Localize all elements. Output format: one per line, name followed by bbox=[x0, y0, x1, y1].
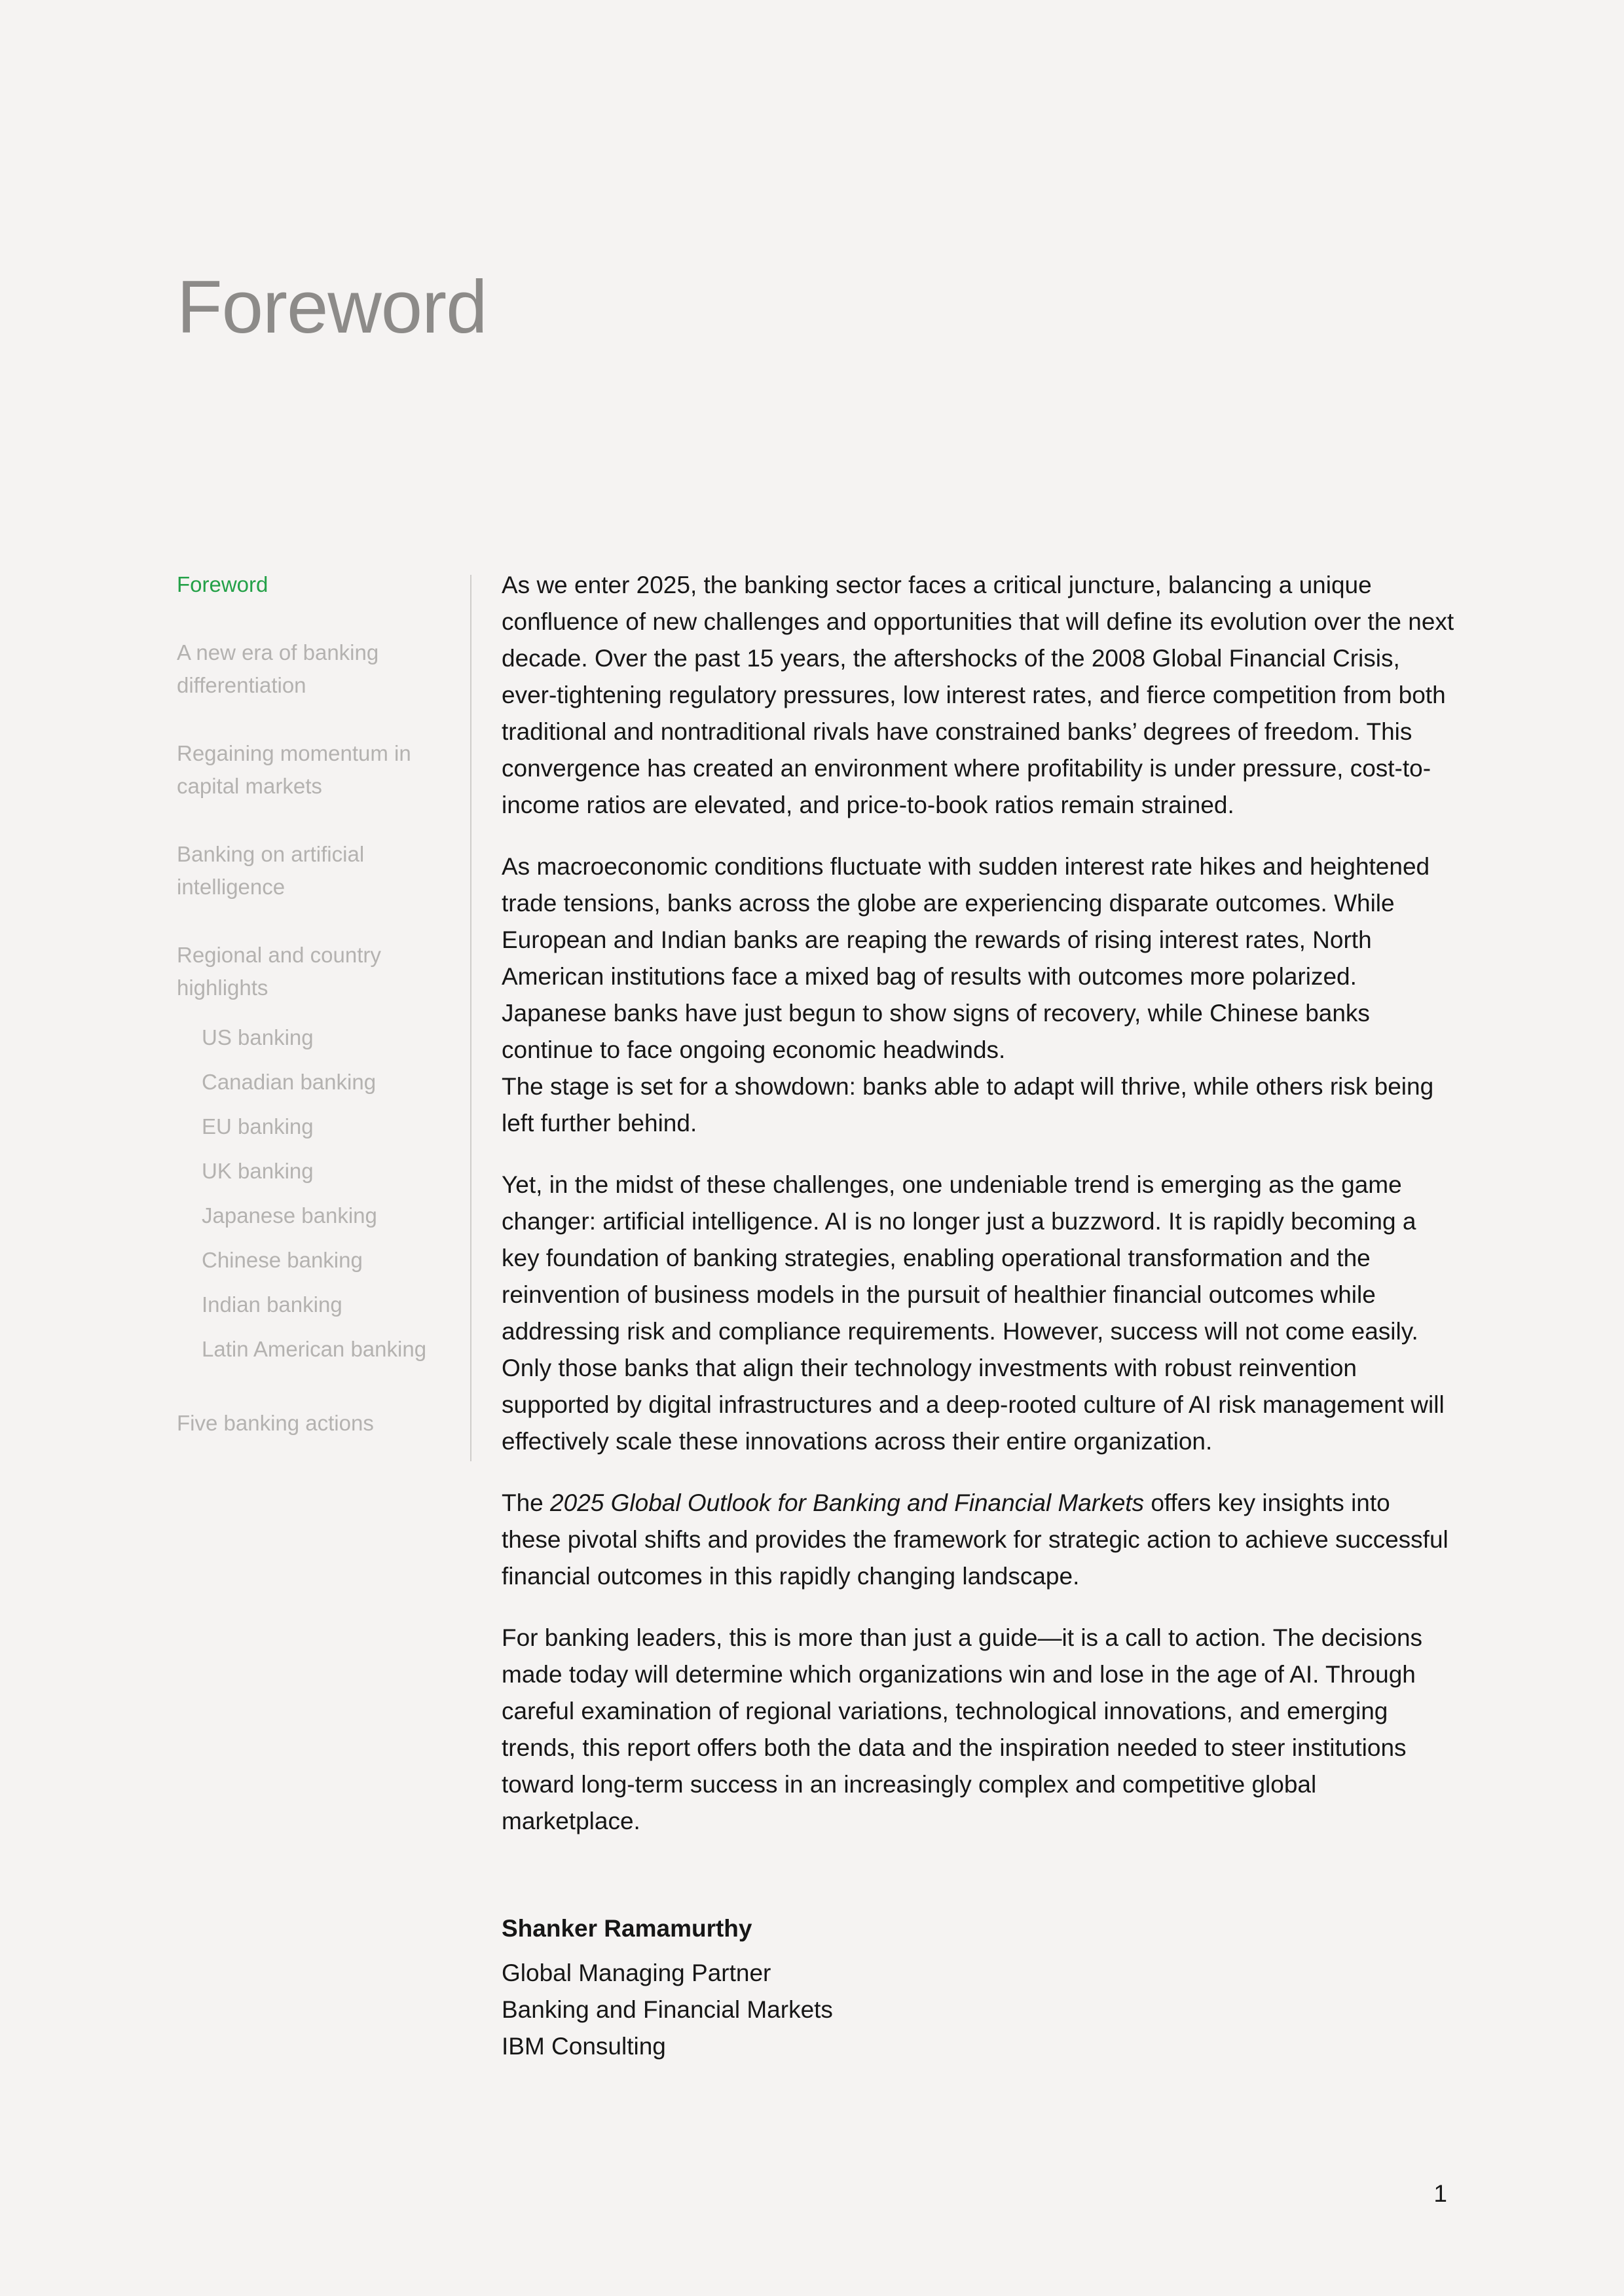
toc-item-foreword[interactable]: Foreword bbox=[177, 572, 268, 596]
table-of-contents bbox=[177, 568, 452, 1475]
toc-subitem-us-banking[interactable]: US banking bbox=[202, 1025, 314, 1049]
report-title: 2025 Global Outlook for Banking and Financial Markets bbox=[550, 1489, 1145, 1516]
toc-item-banking-actions[interactable]: Five banking actions bbox=[177, 1411, 374, 1435]
toc-subitem-indian-banking[interactable]: Indian banking bbox=[202, 1292, 342, 1317]
toc-item-regional-highlights[interactable]: Regional and country highlights bbox=[177, 943, 381, 1000]
foreword-body bbox=[502, 567, 1454, 2065]
toc-subitem-uk-banking[interactable]: UK banking bbox=[202, 1159, 314, 1183]
body-paragraph-2 bbox=[502, 848, 1454, 1142]
body-paragraph-5: For banking leaders, this is more than just a guide—it is a call to action. The decisions made today will determine which organizations win and lose in the age of AI. Through careful examination of regional variations, technological innovations, and emerging trends, this report offers both the data and the inspiration needed to steer institutions toward long-term success in an increasingly complex and competitive global marketplace. bbox=[502, 1624, 1423, 1834]
signature-company: IBM Consulting bbox=[502, 2033, 666, 2060]
body-paragraph-2-main: As macroeconomic conditions fluctuate with sudden interest rate hikes and heightened trade tensions, banks across the globe are experiencing disparate outcomes. While European and Indian banks are reaping the rewards of rising interest rates, North American institutions face a mixed bag of results with outcomes more polarized. Japanese banks have just begun to show signs of recovery, while Chinese banks continue to face ongoing economic headwinds. bbox=[502, 853, 1430, 1063]
toc-regional-subitems bbox=[177, 1015, 452, 1372]
signature-division: Banking and Financial Markets bbox=[502, 1996, 833, 2023]
toc-item-artificial-intelligence[interactable]: Banking on artificial intelligence bbox=[177, 842, 365, 899]
toc-subitem-eu-banking[interactable]: EU banking bbox=[202, 1114, 314, 1139]
toc-subitem-latin-american-banking[interactable]: Latin American banking bbox=[202, 1337, 427, 1361]
body-paragraph-4 bbox=[502, 1485, 1454, 1595]
signature-name: Shanker Ramamurthy bbox=[502, 1915, 752, 1942]
toc-item-capital-markets[interactable]: Regaining momentum in capital markets bbox=[177, 741, 411, 798]
page-title: Foreword bbox=[177, 266, 487, 349]
toc-divider bbox=[470, 575, 471, 1461]
toc-subitem-canadian-banking[interactable]: Canadian banking bbox=[202, 1070, 377, 1094]
toc-subitem-chinese-banking[interactable]: Chinese banking bbox=[202, 1248, 363, 1272]
body-paragraph-4-rest: offers key insights into these pivotal shifts and provides the framework for strategic action to achieve successful financial outcomes in this rapidly changing landscape. bbox=[502, 1489, 1449, 1590]
body-paragraph-2-closing: The stage is set for a showdown: banks able to adapt will thrive, while others risk being left further behind. bbox=[502, 1073, 1434, 1137]
page-number: 1 bbox=[1433, 2180, 1447, 2207]
body-paragraph-4-intro: The bbox=[502, 1489, 551, 1516]
body-paragraph-1: As we enter 2025, the banking sector faces a critical juncture, balancing a unique confluence of new challenges and opportunities that will define its evolution over the next decade. Over the past 15 years, the aftershocks of the 2008 Global Financial Crisis, ever-tightening regulatory pressures, low interest rates, and fierce competition from both traditional and nontraditional rivals have constrained banks’ degrees of freedom. This convergence has created an environment where profitability is under pressure, cost-to-income ratios are elevated, and price-to-book ratios remain strained. bbox=[502, 572, 1454, 818]
toc-item-new-era[interactable]: A new era of banking differentiation bbox=[177, 640, 379, 697]
signature-role: Global Managing Partner bbox=[502, 1959, 771, 1986]
signature-block bbox=[502, 1910, 1454, 2065]
toc-subitem-japanese-banking[interactable]: Japanese banking bbox=[202, 1203, 377, 1228]
body-paragraph-3: Yet, in the midst of these challenges, one undeniable trend is emerging as the game changer: artificial intelligence. AI is no longer just a buzzword. It is rapidly becoming a key foundation of banking strategies, enabling operational transformation and the reinvention of business models in the pursuit of healthier financial outcomes while addressing risk and compliance requirements. However, success will not come easily. Only those banks that align their technology investments with robust reinvention supported by digital infrastructures and a deep-rooted culture of AI risk management will effectively scale these innovations across their entire organization. bbox=[502, 1171, 1445, 1455]
